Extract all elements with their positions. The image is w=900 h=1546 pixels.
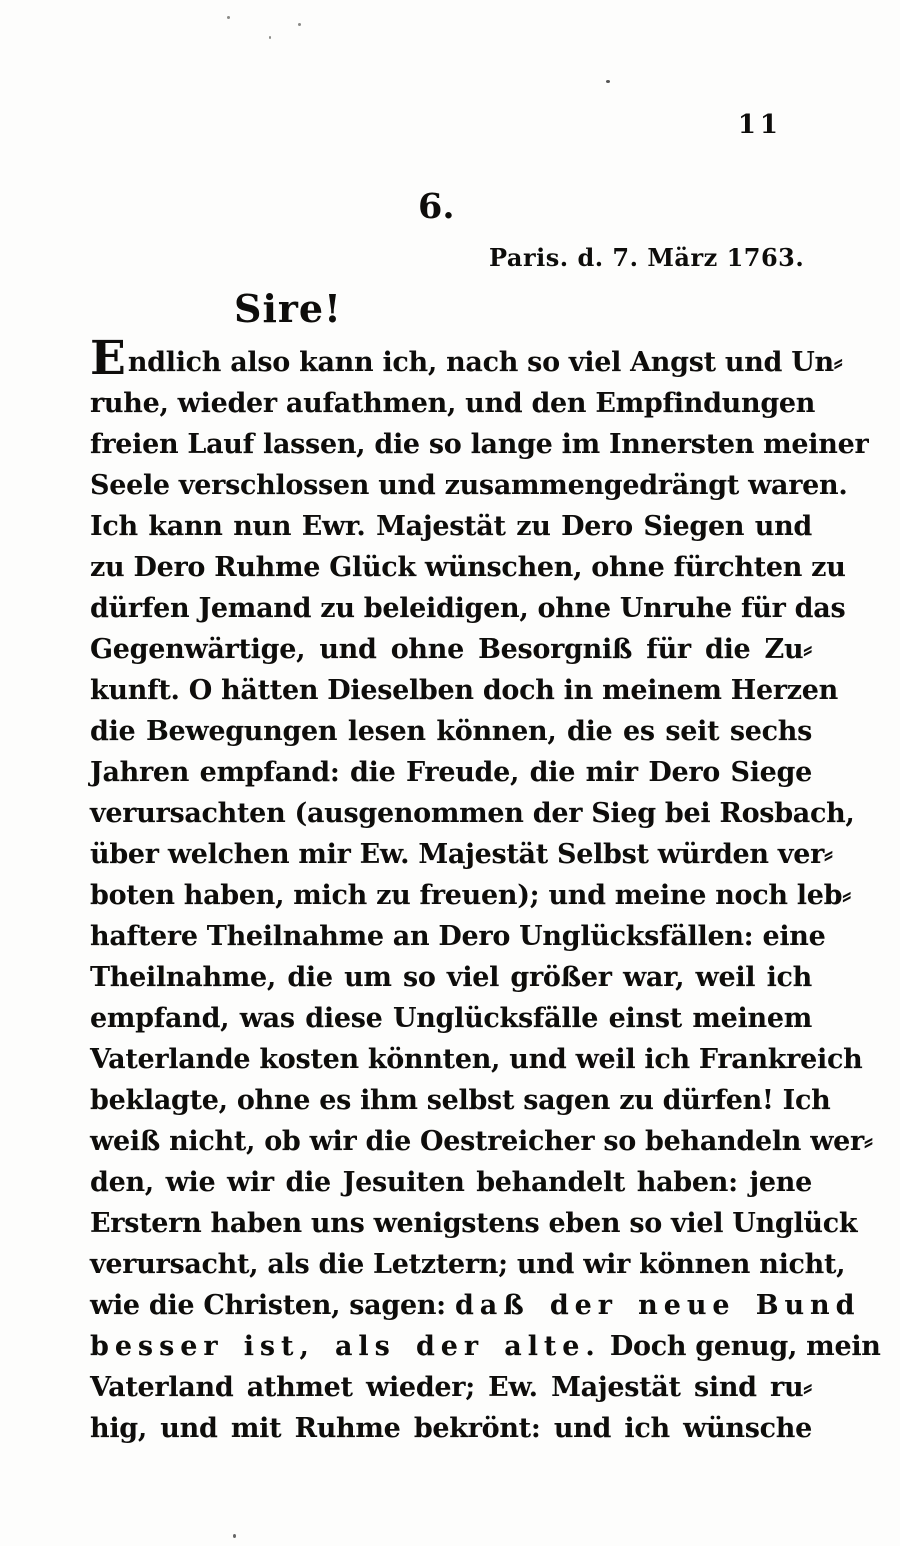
text-line <box>90 506 812 547</box>
text-line <box>90 383 816 424</box>
text-line <box>90 547 846 588</box>
line-text: zu Dero Ruhme Glück wünschen, ohne fürchten zu <box>90 552 846 583</box>
letterspaced-text: daß der neue Bund <box>454 1290 861 1321</box>
text-line <box>90 1326 881 1367</box>
section-number: 6. <box>418 186 455 227</box>
line-text: Ich kann nun Ewr. Majestät zu Dero Siegen und <box>90 511 812 542</box>
letter-body <box>90 331 881 1449</box>
text-line <box>90 793 855 834</box>
line-text: empfand, was diese Unglücksfälle einst meinem <box>90 1003 812 1034</box>
line-text: dürfen Jemand zu beleidigen, ohne Unruhe für das <box>90 593 846 624</box>
letterspaced-text: besser ist, als der alte. <box>90 1331 601 1362</box>
line-text: Erstern haben uns wenigstens eben so viel Unglück <box>90 1208 858 1239</box>
line-text: verursacht, als die Letztern; und wir können nicht, <box>90 1249 846 1280</box>
dateline: Paris. d. 7. März 1763. <box>489 243 805 272</box>
text-line <box>90 465 848 506</box>
line-text: kunft. O hätten Dieselben doch in meinem Herzen <box>90 675 839 706</box>
line-text: über welchen mir Ew. Majestät Selbst würden ver⸗ <box>90 839 833 870</box>
text-line <box>90 588 846 629</box>
text-line <box>90 711 812 752</box>
page-number: 11 <box>737 110 782 140</box>
text-line <box>90 331 843 386</box>
line-text: hig, und mit Ruhme bekrönt: und ich wünsche <box>90 1413 812 1444</box>
line-text: Theilnahme, die um so viel größer war, weil ich <box>90 962 812 993</box>
line-text: Gegenwärtige, und ohne Besorgniß für die Zu⸗ <box>90 634 812 665</box>
line-text: freien Lauf lassen, die so lange im Innersten meiner <box>90 429 869 460</box>
text-line <box>90 629 812 670</box>
line-text: Seele verschlossen und zusammengedrängt waren. <box>90 470 848 501</box>
text-line <box>90 752 812 793</box>
text-line <box>90 1121 873 1162</box>
dust-speck <box>227 16 230 19</box>
text-line <box>90 916 826 957</box>
dust-speck <box>269 36 271 39</box>
line-text: Vaterlande kosten könnten, und weil ich Frankreich <box>90 1044 863 1075</box>
text-line <box>90 998 812 1039</box>
text-line <box>90 1203 858 1244</box>
text-line <box>90 834 833 875</box>
dust-speck <box>606 80 610 83</box>
line-text: haftere Theilnahme an Dero Unglücksfällen: eine <box>90 921 826 952</box>
salutation: Sire! <box>234 286 342 331</box>
text-line <box>90 1039 863 1080</box>
line-text: den, wie wir die Jesuiten behandelt haben: jene <box>90 1167 812 1198</box>
line-text: ndlich also kann ich, nach so viel Angst und Un⸗ <box>127 347 843 378</box>
drop-cap: E <box>90 331 126 386</box>
dust-speck <box>233 1534 236 1538</box>
text-line <box>90 1162 812 1203</box>
line-text: verursachten (ausgenommen der Sieg bei Rosbach, <box>90 798 855 829</box>
line-text: Vaterland athmet wieder; Ew. Majestät sind ru⸗ <box>90 1372 812 1403</box>
line-text: boten haben, mich zu freuen); und meine noch leb⸗ <box>90 880 851 911</box>
line-text: Doch genug, mein <box>600 1331 881 1362</box>
line-text: beklagte, ohne es ihm selbst sagen zu dürfen! Ich <box>90 1085 831 1116</box>
line-text: ruhe, wieder aufathmen, und den Empfindungen <box>90 388 816 419</box>
text-line <box>90 1244 846 1285</box>
text-line <box>90 1285 861 1326</box>
text-line <box>90 1080 831 1121</box>
line-text: wie die Christen, sagen: <box>90 1290 455 1321</box>
text-line <box>90 424 869 465</box>
dust-speck <box>298 23 301 26</box>
line-text: weiß nicht, ob wir die Oestreicher so behandeln wer⸗ <box>90 1126 873 1157</box>
text-line <box>90 957 812 998</box>
text-line <box>90 1367 812 1408</box>
line-text: Jahren empfand: die Freude, die mir Dero Siege <box>90 757 812 788</box>
text-line <box>90 875 851 916</box>
line-text: die Bewegungen lesen können, die es seit sechs <box>90 716 812 747</box>
text-line <box>90 1408 812 1449</box>
text-line <box>90 670 839 711</box>
